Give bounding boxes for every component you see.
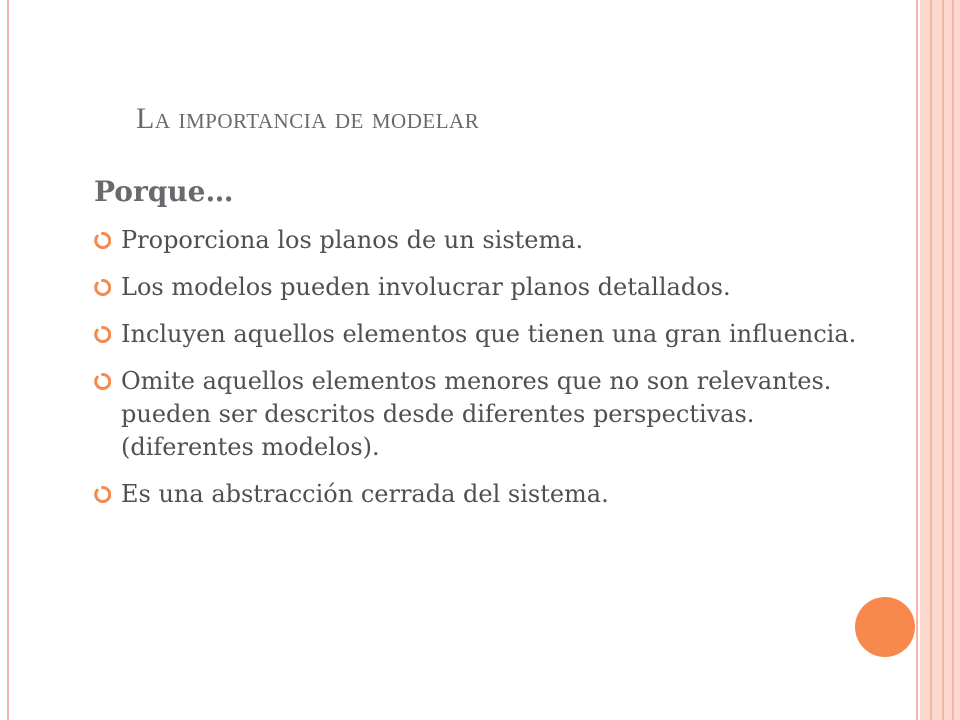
list-item: [94, 271, 884, 304]
bullet-text: Los modelos pueden involucrar planos detallados.: [121, 273, 731, 301]
bullet-text: Omite aquellos elementos menores que no son relevantes. pueden ser descritos desde diferentes perspectivas.(diferentes modelos).: [121, 367, 832, 461]
decorative-circle: [855, 597, 915, 657]
slide-content: [94, 172, 884, 525]
lead-text: Porque…: [94, 175, 234, 208]
list-item: [94, 365, 884, 464]
ring-bullet-icon: [94, 486, 111, 503]
ring-bullet-icon: [94, 373, 111, 390]
list-item: [94, 478, 884, 511]
list-item: [94, 224, 884, 257]
ring-bullet-icon: [94, 326, 111, 343]
slide-title: La importancia de modelar: [136, 102, 480, 135]
list-item: [94, 318, 884, 351]
bullet-text: Proporciona los planos de un sistema.: [121, 226, 584, 254]
ring-bullet-icon: [94, 232, 111, 249]
bullet-text: Es una abstracción cerrada del sistema.: [121, 480, 609, 508]
ring-bullet-icon: [94, 279, 111, 296]
bullet-list: [94, 224, 884, 511]
decorative-stripes: [920, 0, 960, 720]
bullet-text: Incluyen aquellos elementos que tienen una gran influencia.: [121, 320, 857, 348]
